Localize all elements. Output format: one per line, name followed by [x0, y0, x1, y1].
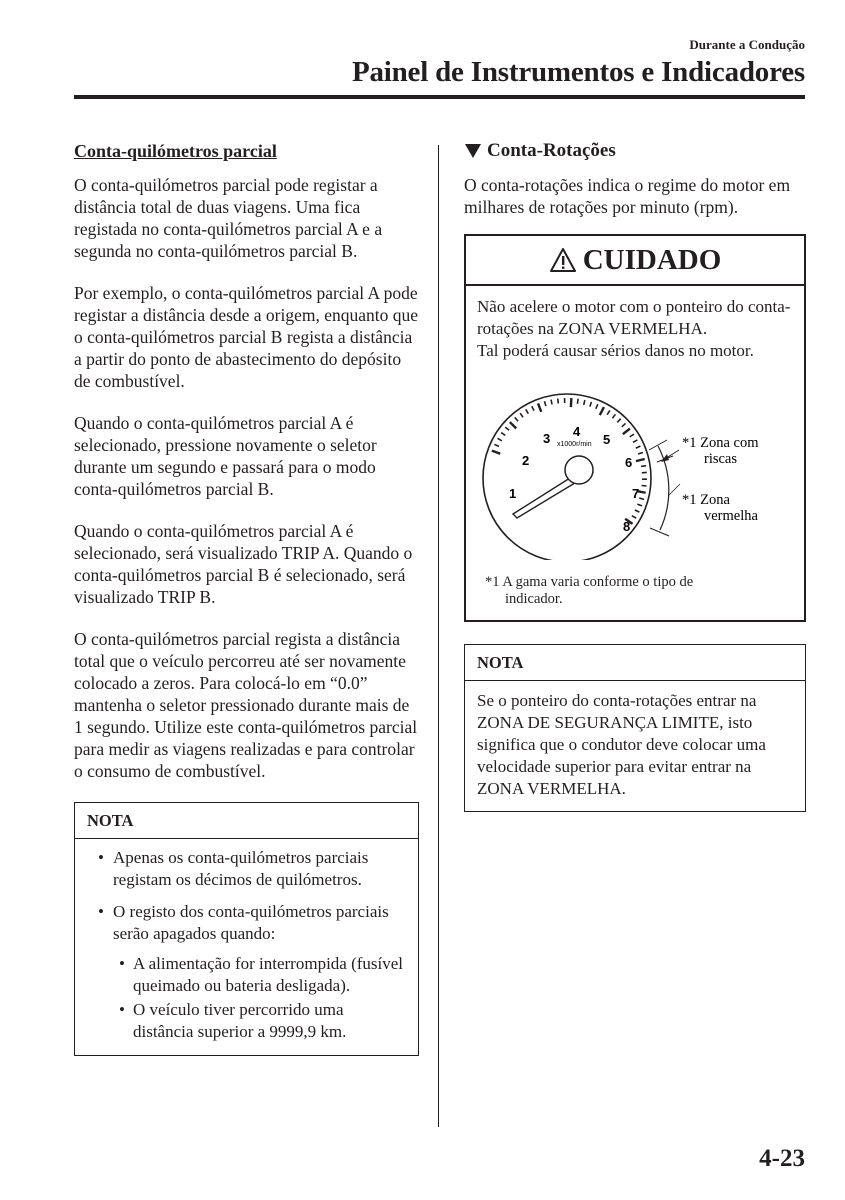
sub-list-item [111, 953, 406, 997]
needle-hub [565, 456, 593, 484]
scale-number: 3 [543, 431, 551, 446]
scale-number: 6 [625, 455, 633, 470]
warning-icon [549, 247, 577, 273]
caution-box [464, 234, 806, 622]
paragraph: O conta-quilómetros parcial pode registar a distância total de duas viagens. Uma fica registada no conta-quilómetros parcial A e a segunda no conta-quilómetros parcial B. [74, 175, 383, 261]
caution-text: Tal poderá causar sérios danos no motor. [477, 341, 754, 360]
leader-line [668, 484, 680, 496]
callout-label: vermelha [704, 508, 758, 524]
list-item-text: O registo dos conta-quilómetros parciais serão apagados quando: [113, 902, 389, 943]
paragraph: Quando o conta-quilómetros parcial A é selecionado, será visualizado TRIP A. Quando o conta-quilómetros parcial B é selecionado, será visualizado TRIP B. [74, 521, 413, 607]
dial-tick [600, 407, 604, 415]
dial-tick [510, 422, 516, 428]
dial-tick [641, 466, 646, 467]
dial-tick [639, 498, 644, 499]
dial-tick [596, 404, 598, 409]
dial-tick [501, 433, 505, 436]
dial-tick [558, 399, 559, 404]
zone-tick [649, 440, 667, 450]
footnote-text: indicador. [505, 591, 563, 607]
paragraph: Por exemplo, o conta-quilómetros parcial A pode registar a distância desde a origem, enquanto que o conta-quilómetros parcial B regista a distância a partir do ponto de abastecimento do depósito de combustível. [74, 283, 419, 391]
caution-header [466, 236, 804, 286]
dial-tick [612, 414, 615, 418]
scale-number: 2 [522, 453, 530, 468]
sub-list-item-text: A alimentação for interrompida (fusível queimado ou bateria desligada). [133, 954, 404, 995]
dial-tick [498, 438, 502, 440]
dial-tick [590, 402, 592, 407]
dial-tick [632, 516, 636, 519]
section-title-text: Conta-Rotações [487, 140, 616, 161]
note-body [75, 839, 418, 1055]
note-body: Se o ponteiro do conta-rotações entrar na ZONA DE SEGURANÇA LIMITE, isto significa que o condutor deve colocar uma velocidade superior para evitar entrar na ZONA VERMELHA. [477, 691, 766, 798]
section-title [464, 140, 806, 162]
paragraph: O conta-quilómetros parcial regista a distância total que o veículo percorreu até ser novamente colocado a zeros. Para colocá-lo em “0.0” mantenha o seletor pressionado durante mais de 1 segundo. Utilize este conta-quilómetros parcial para medir as viagens realizadas e para controlar o consumo de combustível. [74, 629, 418, 781]
callout-label: riscas [704, 451, 738, 467]
trip-meter-heading: Conta-quilómetros parcial [74, 141, 277, 161]
dial-tick [633, 440, 637, 442]
bullet-icon: • [119, 954, 125, 973]
dial-tick [551, 400, 552, 405]
list-item [87, 847, 406, 891]
dial-tick [494, 444, 499, 446]
caution-title: CUIDADO [582, 243, 722, 276]
dial-tick [630, 434, 634, 437]
left-column [74, 140, 419, 1056]
dial-tick [622, 423, 626, 426]
footnote [477, 574, 793, 608]
footnote-text: *1 A gama varia conforme o tipo de [485, 574, 694, 590]
bullet-icon: • [119, 1000, 125, 1019]
note-title: NOTA [75, 803, 418, 839]
unit-label: x1000r/min [557, 441, 592, 448]
dial-tick [492, 451, 500, 454]
dial-tick [623, 429, 630, 435]
tachometer-gauge [477, 380, 793, 560]
tachometer-intro: O conta-rotações indica o regime do motor em milhares de rotações por minuto (rpm). [464, 175, 791, 217]
note-box [74, 802, 419, 1056]
dial-tick [607, 410, 610, 414]
dial-tick [520, 413, 523, 417]
bullet-icon: • [98, 902, 104, 921]
header-rule [74, 95, 805, 99]
note-title: NOTA [465, 645, 805, 681]
bullet-icon: • [98, 848, 104, 867]
dial-tick [532, 406, 534, 410]
list-item [87, 901, 406, 945]
caution-body [466, 286, 804, 620]
paragraph: Quando o conta-quilómetros parcial A é selecionado, pressione novamente o seletor durante um segundo e passará para o modo conta-quilómetros parcial B. [74, 413, 377, 499]
dial-tick [584, 400, 585, 405]
column-divider [438, 145, 439, 1127]
scale-number: 7 [632, 486, 640, 501]
scale-number: 8 [623, 519, 631, 534]
chapter-label: Durante a Condução [689, 37, 805, 52]
scale-number: 1 [509, 486, 517, 501]
dial-tick [538, 403, 541, 411]
sub-list-item [111, 999, 406, 1043]
dial-tick [636, 446, 641, 448]
page-title: Painel de Instrumentos e Indicadores [351, 56, 805, 88]
dial-tick [642, 486, 647, 487]
list-item-text: Apenas os conta-quilómetros parciais registam os décimos de quilómetros. [113, 848, 369, 889]
callout-label: *1 Zona com [682, 435, 759, 451]
sub-list-item-text: O veículo tiver percorrido uma distância superior a 9999,9 km. [133, 1000, 347, 1041]
scale-number: 5 [603, 432, 611, 447]
dial-tick [637, 504, 642, 506]
zone-tick [650, 528, 669, 536]
triangle-down-icon [465, 144, 481, 158]
note-box [464, 644, 806, 812]
page-number: 4-23 [759, 1145, 805, 1172]
dial-tick [515, 417, 518, 421]
caution-text: Não acelere o motor com o ponteiro do conta-rotações na ZONA VERMELHA. [477, 297, 791, 338]
callout-label: *1 Zona [682, 492, 730, 508]
dial-tick [636, 459, 645, 461]
dial-tick [638, 452, 643, 454]
tachometer-illustration [477, 380, 793, 560]
right-column [464, 140, 806, 812]
dial-tick [617, 419, 620, 423]
dial-tick [505, 427, 509, 430]
dial-tick [526, 409, 529, 413]
dial-tick [577, 399, 578, 404]
dial-tick [635, 510, 640, 512]
dial-tick [544, 401, 545, 406]
scale-number: 4 [573, 424, 581, 439]
